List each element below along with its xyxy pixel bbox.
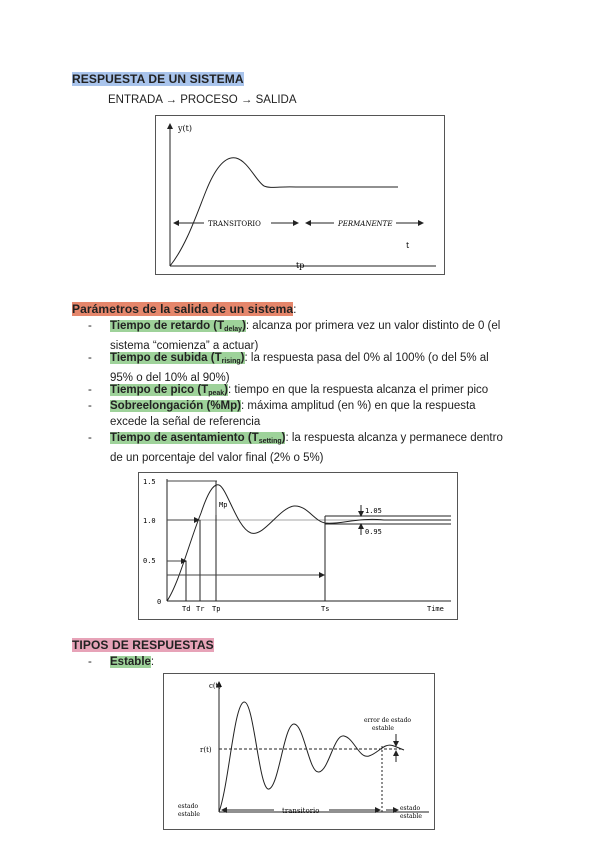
reference-label: r(t): [200, 746, 212, 754]
tp-label: tp: [296, 261, 305, 270]
error-label-2: estable: [372, 725, 394, 732]
colon: :: [293, 302, 297, 316]
y-axis-label: c(t): [209, 682, 222, 690]
mp-label: Mp: [219, 501, 228, 509]
figure-parameters: [138, 472, 458, 620]
xtick-time: Time: [427, 605, 444, 613]
lower-band-label: 0.95: [365, 528, 382, 536]
permanente-label: PERMANENTE: [338, 220, 393, 228]
left-estado-2: estable: [178, 811, 200, 818]
right-estado-1: estado: [400, 805, 421, 812]
title-text: Parámetros de la salida de un sistema: [72, 302, 294, 316]
y-axis-label: y(t): [178, 124, 192, 133]
upper-band-label: 1.05: [365, 507, 382, 515]
transitorio-label: TRANSITORIO: [208, 220, 261, 228]
left-estado-1: estado: [178, 803, 199, 810]
error-label-1: error de estado: [364, 717, 412, 724]
title-text: TIPOS DE RESPUESTAS: [72, 638, 214, 652]
xtick-tp: Tp: [212, 605, 221, 613]
ytick-1.0: 1.0: [143, 517, 156, 525]
section-title-tipos: [72, 638, 214, 652]
ytick-0: 0: [157, 598, 162, 606]
xtick-ts: Ts: [321, 605, 330, 613]
parameters-chart: [139, 473, 457, 619]
figure-stable-response: [163, 673, 435, 830]
response-curve: [167, 485, 451, 601]
ytick-1.5: 1.5: [143, 478, 156, 486]
section-title-respuesta: [72, 72, 244, 86]
ytick-0.5: 0.5: [143, 557, 156, 565]
xtick-tr: Tr: [196, 605, 205, 613]
xtick-td: Td: [182, 605, 191, 613]
transitorio-label: transitorio: [282, 807, 320, 815]
system-response-chart: [156, 116, 444, 274]
right-estado-2: estable: [400, 813, 422, 820]
flow-text: ENTRADA → PROCESO → SALIDA: [108, 94, 297, 106]
response-curve: [170, 158, 398, 266]
stable-response-chart: [164, 674, 434, 829]
figure-system-response: [155, 115, 445, 275]
section-title-parametros: [72, 302, 297, 316]
t-label: t: [406, 241, 410, 250]
title-text: RESPUESTA DE UN SISTEMA: [72, 72, 244, 86]
